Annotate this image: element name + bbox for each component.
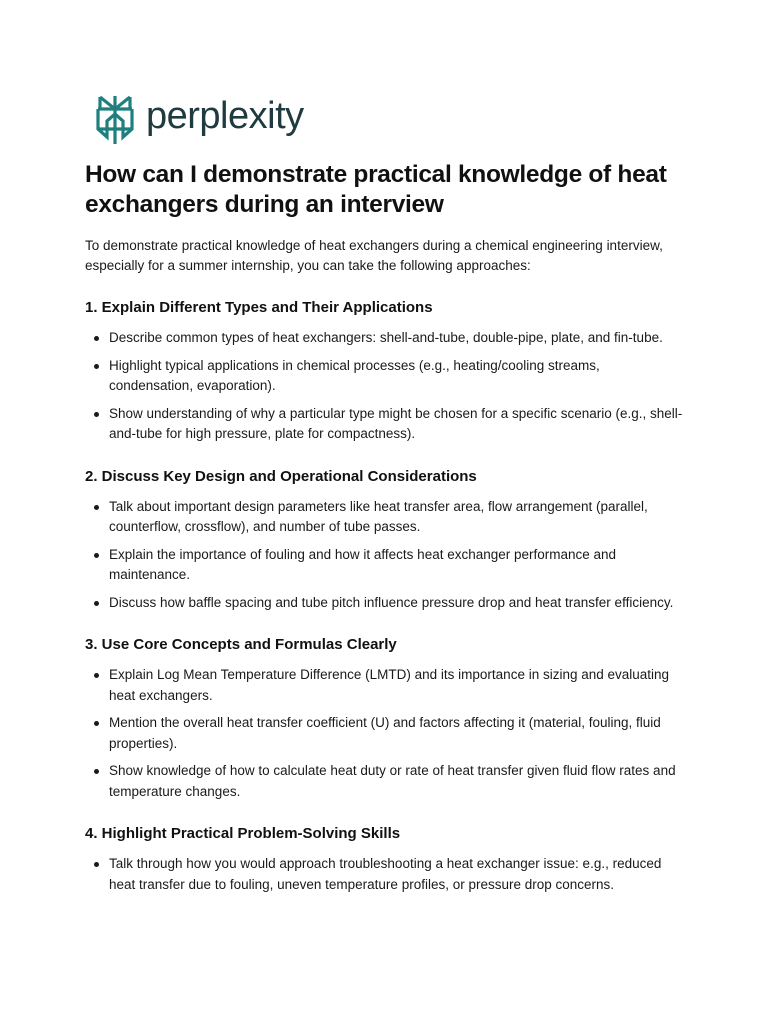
bullet-list — [85, 328, 685, 445]
bullet-icon — [94, 601, 99, 606]
list-item-text: Show knowledge of how to calculate heat duty or rate of heat transfer given fluid flow rates and temperature changes. — [109, 763, 676, 799]
list-item — [85, 328, 685, 349]
brand-name: perplexity — [146, 95, 304, 137]
list-item — [85, 356, 685, 397]
bullet-list — [85, 854, 685, 895]
section-heading: 2. Discuss Key Design and Operational Considerations — [85, 467, 477, 485]
list-item — [85, 761, 685, 802]
list-item — [85, 593, 685, 614]
section-design — [85, 467, 685, 614]
bullet-icon — [94, 769, 99, 774]
bullet-icon — [94, 721, 99, 726]
perplexity-logo-icon — [94, 94, 136, 146]
list-item-text: Describe common types of heat exchangers: shell-and-tube, double-pipe, plate, and fin-tube. — [109, 330, 663, 345]
list-item — [85, 404, 685, 445]
list-item-text: Mention the overall heat transfer coefficient (U) and factors affecting it (material, fouling, fluid properties). — [109, 715, 661, 751]
bullet-icon — [94, 673, 99, 678]
list-item-text: Show understanding of why a particular type might be chosen for a specific scenario (e.g., shell-and-tube for high pressure, plate for compactness). — [109, 405, 683, 441]
list-item — [85, 545, 685, 586]
bullet-list — [85, 497, 685, 614]
section-heading: 3. Use Core Concepts and Formulas Clearly — [85, 636, 397, 653]
bullet-icon — [94, 364, 99, 369]
list-item-text: Explain the importance of fouling and how it affects heat exchanger performance and maintenance. — [109, 546, 617, 582]
brand-logo — [94, 92, 304, 148]
bullet-icon — [94, 412, 99, 417]
section-problem-solving — [85, 824, 685, 895]
bullet-icon — [94, 505, 99, 510]
list-item — [85, 665, 685, 706]
bullet-icon — [94, 553, 99, 558]
section-heading: 1. Explain Different Types and Their Applications — [85, 299, 433, 316]
list-item — [85, 713, 685, 754]
section-concepts — [85, 635, 685, 802]
list-item-text: Explain Log Mean Temperature Difference (LMTD) and its importance in sizing and evaluating heat exchangers. — [109, 667, 670, 703]
list-item-text: Talk through how you would approach troubleshooting a heat exchanger issue: e.g., reduced heat transfer due to fouling, uneven temperature profiles, or pressure drop concerns. — [109, 856, 662, 892]
bullet-list — [85, 665, 685, 802]
bullet-icon — [94, 862, 99, 867]
list-item-text: Discuss how baffle spacing and tube pitch influence pressure drop and heat transfer efficiency. — [109, 594, 674, 610]
list-item-text: Talk about important design parameters like heat transfer area, flow arrangement (parallel, counterflow, crossflow), and number of tube passes. — [109, 498, 648, 534]
list-item — [85, 497, 685, 538]
list-item — [85, 854, 685, 895]
bullet-icon — [94, 336, 99, 341]
intro-paragraph: To demonstrate practical knowledge of heat exchangers during a chemical engineering interview, especially for a summer internship, you can take the following approaches: — [85, 238, 663, 273]
list-item-text: Highlight typical applications in chemical processes (e.g., heating/cooling streams, condensation, evaporation). — [109, 357, 600, 393]
answer-content — [85, 160, 685, 902]
page-title: How can I demonstrate practical knowledge of heat exchangers during an interview — [85, 161, 667, 218]
section-heading: 4. Highlight Practical Problem-Solving Skills — [85, 825, 401, 842]
section-types — [85, 298, 685, 445]
